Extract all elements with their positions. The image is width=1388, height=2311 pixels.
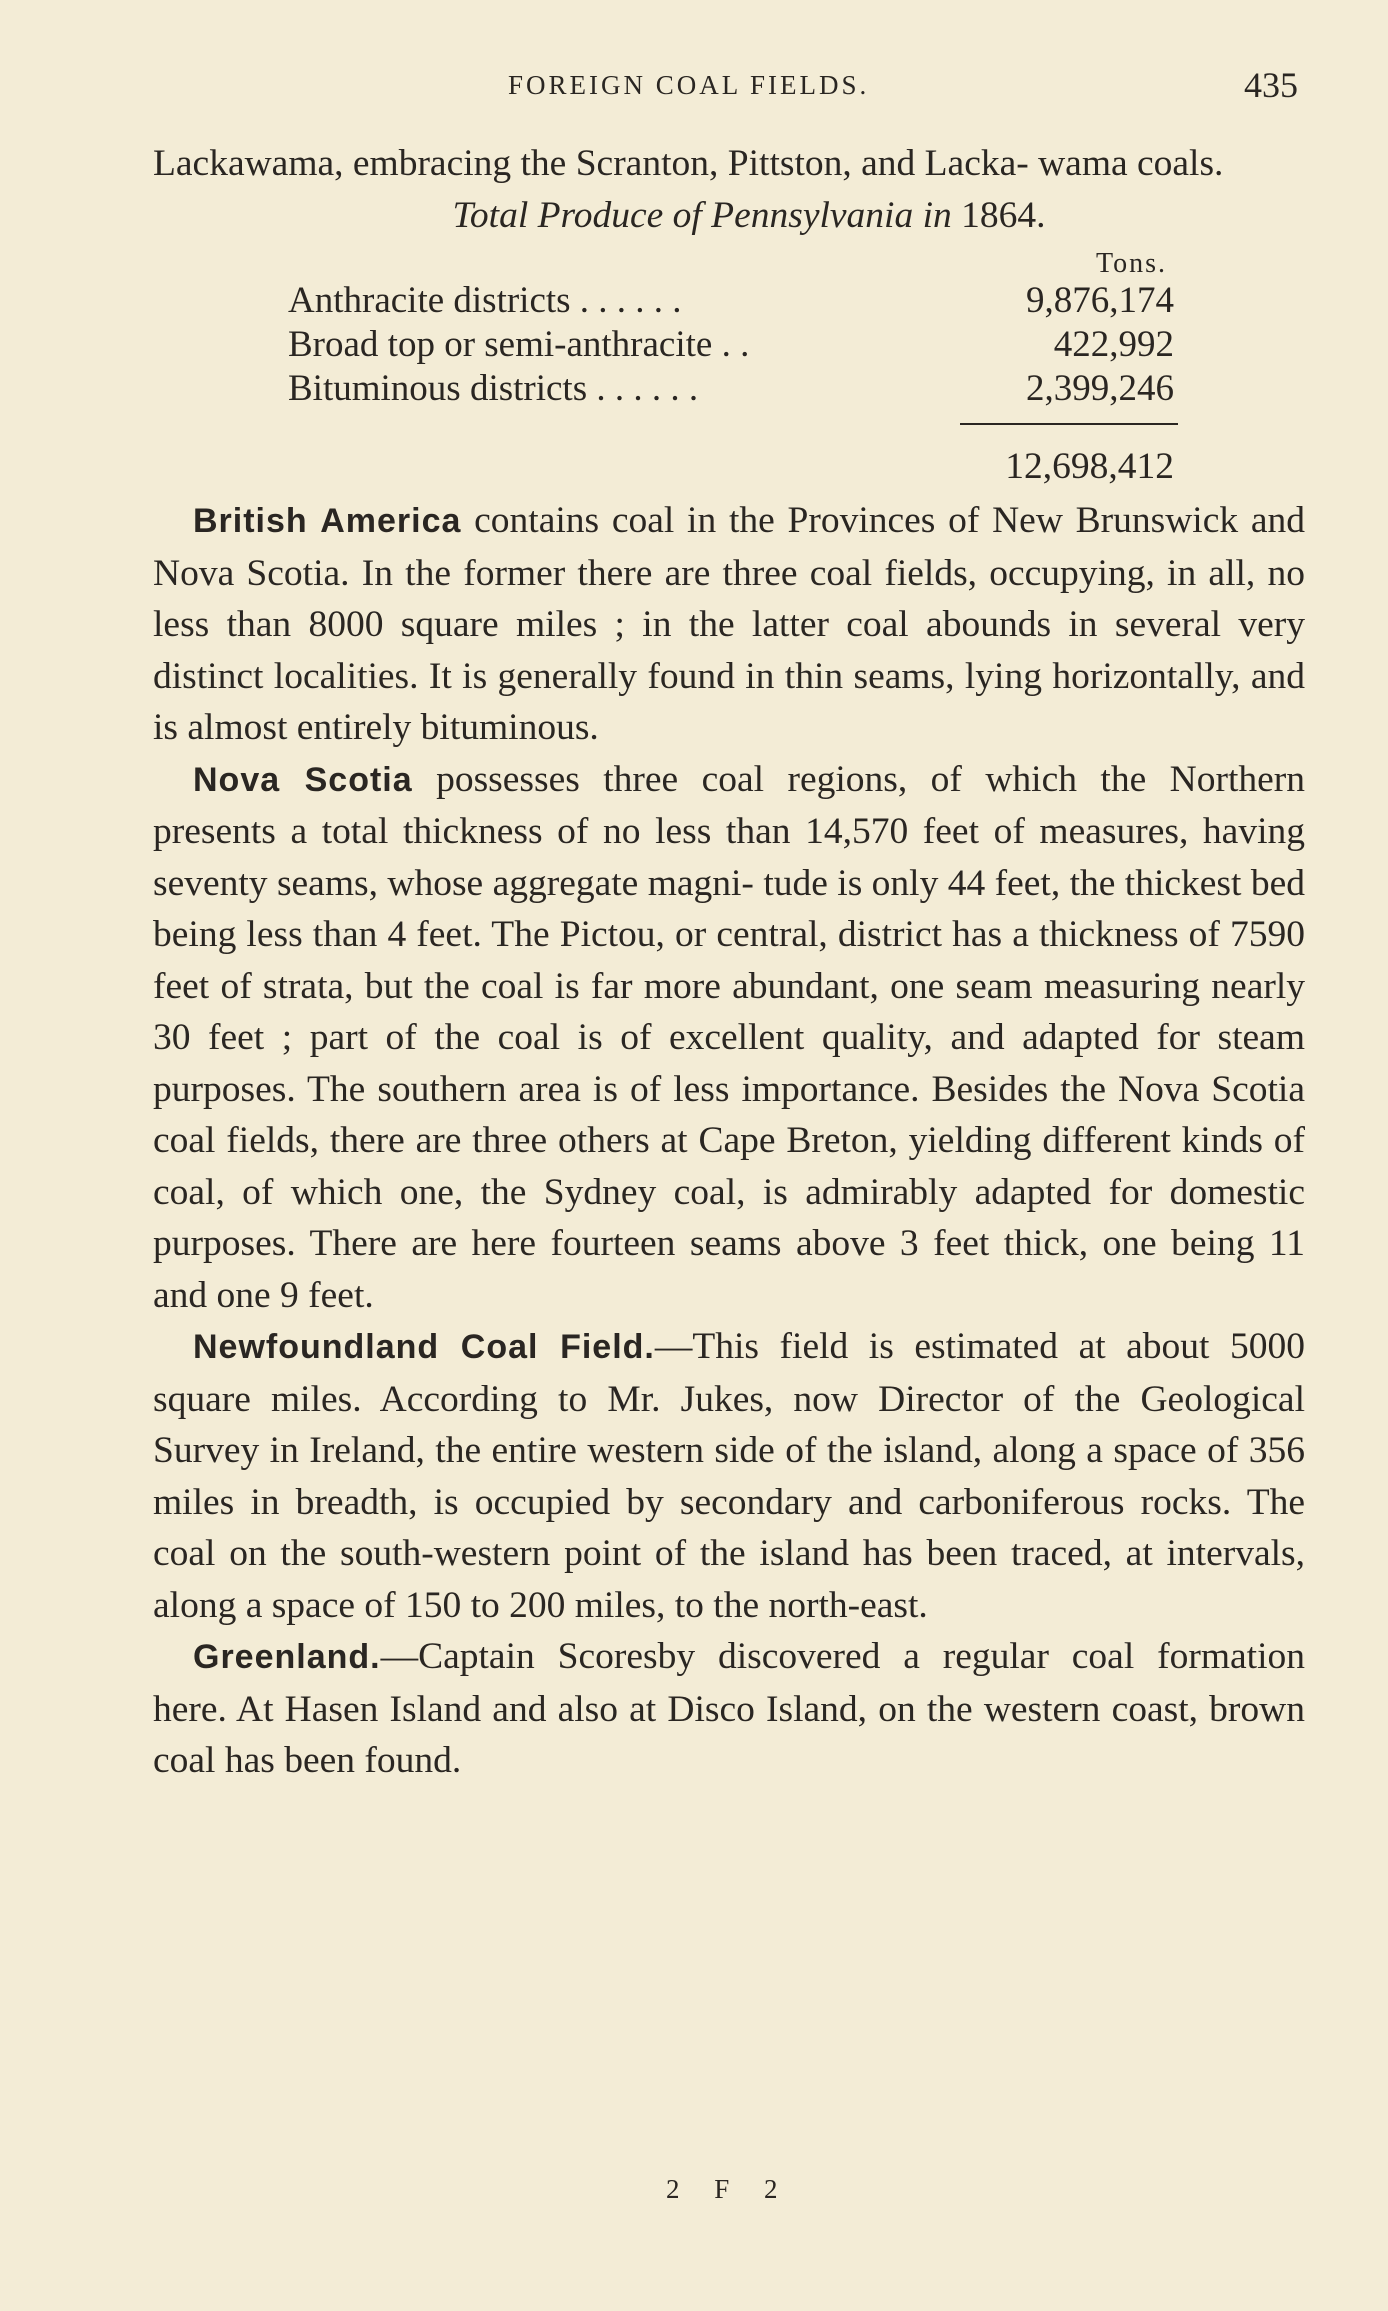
table-row-label: Bituminous districts . . . . . . <box>288 368 699 409</box>
table-row <box>153 367 1305 411</box>
paragraph-text: possesses three coal regions, of which the Northern presents a total thickness of no less than 14,570 feet of measures, having seventy seams, whose aggregate magni- tude is only 44 feet, the thickest bed being less than 4 feet. The Pictou, or central, district has a thickness of 7590 feet of strata, but the coal is far more abundant, one seam measuring nearly 30 feet ; part of the coal is of excellent quality, and adapted for steam purposes. The southern area is of less importance. Besides the Nova Scotia coal fields, there are three others at Cape Breton, yielding different kinds of coal, of which one, the Sydney coal, is admirably adapted for domestic purposes. There are here fourteen seams above 3 feet thick, one being 11 and one 9 feet. <box>153 758 1305 1316</box>
production-table <box>153 190 1305 496</box>
total-rule <box>153 411 1305 433</box>
table-row-label: Broad top or semi-anthracite . . <box>288 324 750 365</box>
table-row <box>153 279 1305 323</box>
paragraph-text: —This field is estimated at about 5000 square miles. According to Mr. Jukes, now Director of the Geological Survey in Ireland, the entire western side of the island, along a space of 356 miles in breadth, is occupied by secondary and carboniferous rocks. The coal on the south-western point of the island has been traced, at intervals, along a space of 150 to 200 miles, to the north-east. <box>153 1326 1305 1626</box>
table-row-value: 2,399,246 <box>1026 368 1174 409</box>
paragraph-greenland <box>153 1631 1305 1787</box>
paragraph-newfoundland <box>153 1321 1305 1631</box>
table-title <box>153 190 1305 242</box>
table-total-row <box>153 433 1305 495</box>
paragraph-lead: Nova Scotia <box>193 760 413 799</box>
paragraph-lead: British America <box>193 502 462 540</box>
table-row-value: 422,992 <box>1053 324 1174 365</box>
paragraph-text: —Captain Scoresby discovered a regular coal formation here. At Hasen Island and also at Disco Island, on the western coast, brown coal has been found. <box>153 1636 1305 1781</box>
intro-paragraph: Lackawama, embracing the Scranton, Pittston, and Lacka- wama coals. <box>153 143 1224 184</box>
table-total-value: 12,698,412 <box>1005 446 1174 487</box>
table-title-text: Total Produce of Pennsylvania in <box>452 194 952 236</box>
signature-mark: 2 F 2 <box>666 2174 792 2204</box>
table-row <box>153 323 1305 367</box>
paragraph-text: contains coal in the Provinces of New Brunswick and Nova Scotia. In the former there are three coal fields, occupying, in all, no less than 8000 square miles ; in the latter coal abounds in several very distinct localities. It is generally found in thin seams, lying horizontally, and is almost entirely bituminous. <box>153 500 1305 748</box>
running-head-title: FOREIGN COAL FIELDS. <box>508 70 870 100</box>
table-unit-row <box>153 241 1305 279</box>
paragraph-british-america <box>153 495 1305 754</box>
paragraph-lead: Greenland. <box>193 1638 381 1676</box>
table-row-label: Anthracite districts . . . . . . <box>288 280 682 321</box>
paragraph-lead: Newfoundland Coal Field. <box>193 1328 655 1366</box>
table-unit: Tons. <box>1095 248 1167 279</box>
table-row-value: 9,876,174 <box>1026 280 1174 321</box>
page-number: 435 <box>1244 65 1298 105</box>
body-text <box>153 138 1305 1787</box>
paragraph-nova-scotia <box>153 754 1305 1322</box>
table-title-year: 1864. <box>961 194 1046 236</box>
running-head <box>0 64 1388 114</box>
